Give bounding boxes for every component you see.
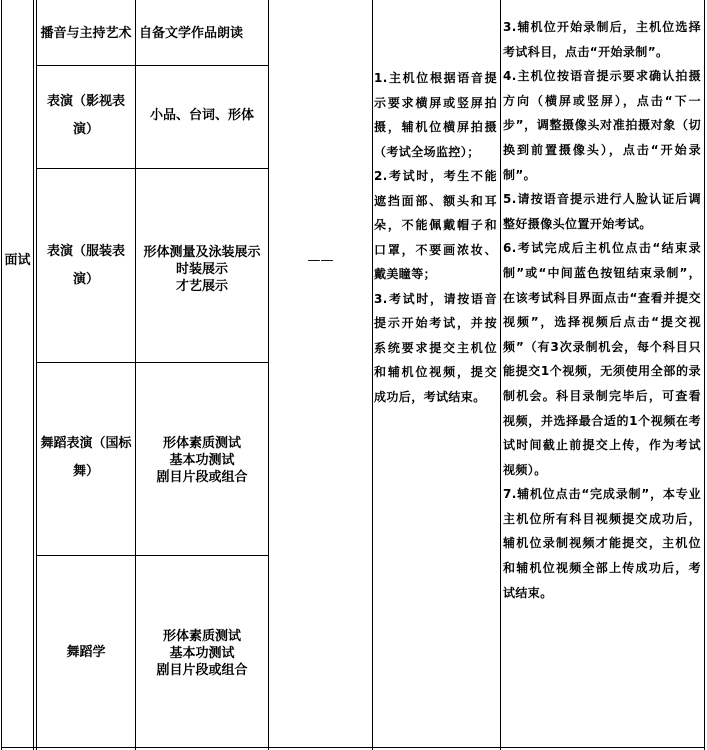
content-cell	[136, 625, 268, 681]
table-border	[36, 555, 269, 556]
requirements-text	[374, 66, 497, 409]
table-border	[33, 0, 34, 750]
steps-text	[503, 15, 701, 605]
content-line: 形体素质测试	[162, 435, 241, 451]
table-border	[36, 168, 269, 169]
table-border	[268, 0, 269, 750]
table-border	[500, 0, 501, 750]
table-border	[704, 0, 705, 750]
dash-cell: ——	[307, 252, 334, 268]
requirement-item: 3.考试时，请按语音提示开始考试，并按系统要求提交主机位和辅机位视频，提交成功后，考试结束。	[374, 291, 497, 404]
table-border	[36, 362, 269, 363]
content-line: 基本功测试	[169, 645, 235, 661]
content-cell	[136, 432, 268, 488]
step-item: 5.请按语音提示进行人脸认证后调整好摄像头位置开始考试。	[503, 192, 701, 231]
subject-text: 表演（服装表演）	[46, 244, 125, 287]
content-line: 时装展示	[175, 261, 228, 277]
content-cell	[136, 241, 268, 297]
content-cell: 小品、台词、形体	[149, 107, 254, 123]
subject-text: 表演（影视表演）	[46, 94, 125, 137]
content-line: 剧目片段或组合	[156, 662, 248, 678]
content-line: 基本功测试	[169, 452, 235, 468]
section-label: 面试	[4, 252, 31, 268]
step-item: 6.考试完成后主机位点击“结束录制”或“中间蓝色按钮结束录制”，在该考试科目界面点击“查看并提交视频”，选择视频后点击“提交视频”（有3次录制机会，每个科目只能提交1个视频，无须使用全部的录制机会。科目录制完毕后，可查看视频，并选择最合适的1个视频在考试时间截止前提交上传，作为考试视频）。	[503, 241, 701, 477]
content-line: 才艺展示	[175, 278, 228, 294]
subject-cell	[40, 86, 132, 146]
step-item: 7.辅机位点击“完成录制”，本专业主机位所有科目视频提交成功后，辅机位录制视频才能提交，主机位和辅机位视频全部上传成功后，考试结束。	[503, 487, 701, 600]
table-border	[36, 0, 37, 750]
table-border	[372, 0, 373, 750]
content-line: 剧目片段或组合	[156, 469, 248, 485]
subject-cell: 舞蹈学	[66, 644, 106, 660]
subject-cell	[40, 238, 132, 294]
table-border	[36, 65, 269, 66]
subject-cell	[36, 430, 136, 486]
step-item: 4.主机位按语音提示要求确认拍摄方向（横屏或竖屏），点击“下一步”，调整摄像头对准拍摄对象（切换到前置摄像头），点击“开始录制”。	[503, 69, 701, 182]
content-cell: 自备文学作品朗读	[139, 25, 244, 41]
content-line: 形体测量及泳装展示	[143, 244, 261, 260]
table-border	[1, 747, 705, 748]
table-border	[1, 0, 2, 750]
subject-cell: 播音与主持艺术	[40, 25, 132, 41]
requirement-item: 1.主机位根据语音提示要求横屏或竖屏拍摄，辅机位横屏拍摄（考试全场监控）；	[374, 71, 497, 159]
step-item: 3.辅机位开始录制后，主机位选择考试科目，点击“开始录制”。	[503, 20, 701, 59]
content-line: 形体素质测试	[162, 628, 241, 644]
subject-text: 舞蹈表演（国标舞）	[40, 436, 132, 479]
requirement-item: 2.考试时，考生不能遮挡面部、额头和耳朵，不能佩戴帽子和口罩，不要画浓妆、戴美瞳等；	[374, 169, 497, 281]
